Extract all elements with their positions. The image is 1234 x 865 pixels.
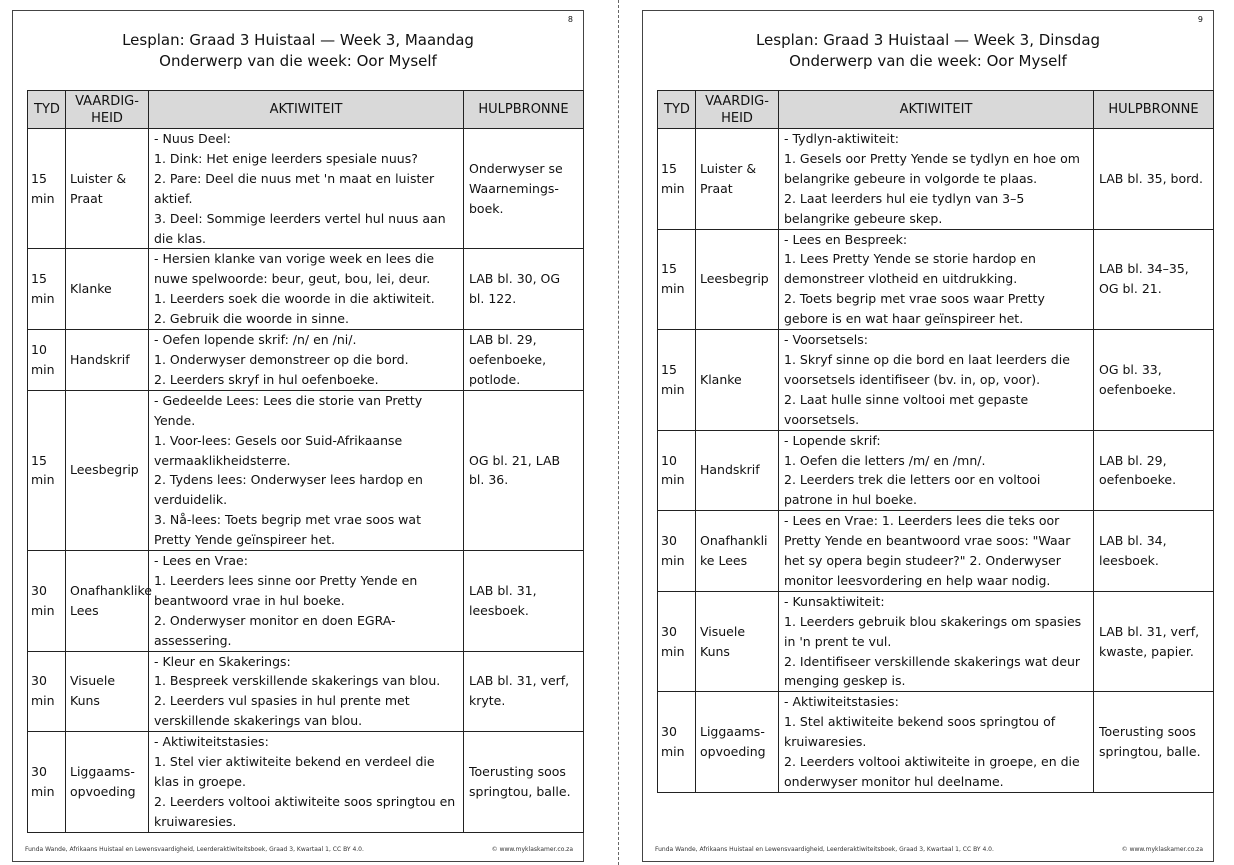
activity-line: 1. Lees Pretty Yende se storie hardop en demonstreer vlotheid en uitdrukking. [784,251,1036,287]
lesson-page-monday [12,10,584,862]
activity-line: - Oefen lopende skrif: /n/ en /ni/. [154,332,357,348]
resources-cell: OG bl. 33, oefenboeke. [1094,330,1214,431]
page-title: Lesplan: Graad 3 Huistaal — Week 3, Dinsdag [755,31,1101,49]
time-cell: 15 min [28,249,66,330]
lesson-plan-table [27,90,584,833]
activity-line: - Aktiwiteitstasies: [154,734,269,750]
resources-cell: LAB bl. 35, bord. [1094,129,1214,230]
table-body [28,129,584,833]
time-cell: 30 min [658,591,696,692]
activity-line: 2. Leerders vul spasies in hul prente met verskillende skakerings van blou. [154,693,410,729]
table-header-row [28,91,584,129]
skill-cell: Onafhankli ke Lees [696,511,779,592]
activity-line: 2. Pare: Deel die nuus met 'n maat en luister aktief. [154,170,435,206]
activity-line: - Lees en Vrae: [154,553,248,569]
activity-cell [149,390,464,550]
header-resources: HULPBRONNE [1094,91,1214,129]
footer-website: © www.myklaskamer.co.za [491,846,573,853]
activity-line: - Kunsaktiwiteit: [784,593,885,609]
skill-cell: Klanke [66,249,149,330]
skill-cell: Liggaams-opvoeding [66,732,149,833]
table-row [28,390,584,550]
activity-line: 2. Leerders voltooi aktiwiteite in groepe, en die onderwyser monitor hul deelname. [784,754,1080,789]
activity-cell [149,651,464,732]
activity-line: 1. Leerders lees sinne oor Pretty Yende en beantwoord vrae in hul boeke. [154,572,418,608]
activity-cell [779,511,1094,592]
resources-cell: OG bl. 21, LAB bl. 36. [464,390,584,550]
resources-cell: LAB bl. 30, OG bl. 122. [464,249,584,330]
activity-line: - Voorsetsels: [784,332,869,348]
activity-cell [779,129,1094,230]
resources-cell: LAB bl. 34–35, OG bl. 21. [1094,229,1214,330]
activity-line: 2. Leerders trek die letters oor en voltooi patrone in hul boeke. [784,472,1041,508]
activity-line: 1. Stel aktiwiteite bekend soos springtou of kruiwaresies. [784,714,1056,750]
time-cell: 10 min [28,330,66,391]
table-row [28,129,584,249]
activity-line: - Nuus Deel: [154,131,231,146]
table-row [28,732,584,833]
lesson-page-tuesday [642,10,1214,862]
page-title-block [13,30,583,72]
resources-cell: Toerusting soos springtou, balle. [1094,692,1214,793]
activity-line: 2. Laat hulle sinne voltooi met gepaste voorsetsels. [784,391,1029,427]
time-cell: 15 min [28,129,66,249]
page-footer [655,846,1203,853]
resources-cell: LAB bl. 29, oefenboeke, potlode. [464,330,584,391]
activity-cell [149,551,464,652]
table-row [658,229,1214,330]
activity-line: 2. Leerders skryf in hul oefenboeke. [154,371,379,387]
time-cell: 30 min [28,551,66,652]
time-cell: 15 min [658,330,696,431]
activity-line: 1. Leerders soek die woorde in die aktiwiteit. [154,291,435,307]
activity-line: 1. Bespreek verskillende skakerings van blou. [154,673,441,689]
activity-cell [779,330,1094,431]
page-footer [25,846,573,853]
time-cell: 30 min [658,692,696,793]
page-title-block [643,30,1213,72]
skill-cell: Klanke [696,330,779,431]
activity-cell [779,692,1094,793]
activity-line: - Lees en Bespreek: [784,231,908,247]
activity-line: 2. Toets begrip met vrae soos waar Pretty gebore is en wat haar geïnspireer het. [784,291,1045,327]
activity-line: 2. Laat leerders hul eie tydlyn van 3–5 belangrike gebeure skep. [784,190,1025,226]
activity-line: 3. Deel: Sommige leerders vertel hul nuus aan die klas. [154,210,446,246]
activity-line: 2. Tydens lees: Onderwyser lees hardop en verduidelik. [154,472,423,508]
page-subtitle: Onderwerp van die week: Oor Myself [159,52,437,70]
skill-cell: Leesbegrip [696,229,779,330]
activity-line: 1. Voor-lees: Gesels oor Suid-Afrikaanse vermaaklikheidsterre. [154,432,403,468]
activity-line: 1. Leerders gebruik blou skakerings om spasies in 'n prent te vul. [784,613,1082,649]
time-cell: 30 min [658,511,696,592]
skill-cell: Leesbegrip [66,390,149,550]
activity-cell [149,129,464,249]
activity-line: - Lees en Vrae: 1. Leerders lees die teks oor Pretty Yende en beantwoord vrae soos: "Waar het sy opera begin studeer?" 2. Onderwyser monitor leesvordering en help waar nodig. [784,513,1071,588]
time-cell: 30 min [28,651,66,732]
activity-cell [149,249,464,330]
skill-cell: Onafhanklike Lees [66,551,149,652]
page-number: 9 [1197,15,1203,24]
activity-cell [149,732,464,833]
activity-line: 3. Nå-lees: Toets begrip met vrae soos wat Pretty Yende geïnspireer het. [154,512,421,548]
activity-cell [779,430,1094,511]
activity-line: 2. Identifiseer verskillende skakerings wat deur menging geskep is. [784,653,1081,689]
resources-cell: LAB bl. 31, leesboek. [464,551,584,652]
table-row [658,330,1214,431]
resources-cell: LAB bl. 31, verf, kwaste, papier. [1094,591,1214,692]
activity-line: 1. Skryf sinne op die bord en laat leerders die voorsetsels identifiseer (bv. in, op, voor). [784,351,1070,387]
footer-credit: Funda Wande, Afrikaans Huistaal en Lewensvaardigheid, Leerderaktiwiteitsboek, Graad 3, Kwartaal 1, CC BY 4.0. [25,846,364,853]
page-divider [618,0,619,865]
skill-cell: Visuele Kuns [66,651,149,732]
activity-line: 1. Oefen die letters /m/ en /mn/. [784,452,986,468]
header-activity: AKTIWITEIT [149,91,464,129]
header-skill: VAARDIG-HEID [696,91,779,129]
activity-line: 1. Onderwyser demonstreer op die bord. [154,351,409,367]
table-row [28,551,584,652]
skill-cell: Luister & Praat [66,129,149,249]
activity-line: - Hersien klanke van vorige week en lees die nuwe spelwoorde: beur, geut, bou, lei, deur. [154,251,435,287]
activity-line: 2. Gebruik die woorde in sinne. [154,311,349,327]
resources-cell: LAB bl. 34, leesboek. [1094,511,1214,592]
skill-cell: Handskrif [66,330,149,391]
resources-cell: Onderwyser se Waarnemings-boek. [464,129,584,249]
table-row [658,591,1214,692]
resources-cell: LAB bl. 31, verf, kryte. [464,651,584,732]
activity-line: - Kleur en Skakerings: [154,653,291,669]
time-cell: 10 min [658,430,696,511]
resources-cell: LAB bl. 29, oefenboeke. [1094,430,1214,511]
table-row [658,511,1214,592]
header-skill: VAARDIG-HEID [66,91,149,129]
time-cell: 15 min [28,390,66,550]
activity-line: 1. Gesels oor Pretty Yende se tydlyn en hoe om belangrike gebeure in volgorde te plaas. [784,150,1080,186]
table-header-row [658,91,1214,129]
activity-line: 1. Dink: Het enige leerders spesiale nuus? [154,150,418,166]
table-row [658,129,1214,230]
skill-cell: Visuele Kuns [696,591,779,692]
activity-line: - Lopende skrif: [784,432,881,448]
table-body [658,129,1214,793]
page-title: Lesplan: Graad 3 Huistaal — Week 3, Maandag [122,31,474,49]
header-time: TYD [658,91,696,129]
skill-cell: Luister & Praat [696,129,779,230]
time-cell: 15 min [658,129,696,230]
table-row [28,330,584,391]
activity-line: 2. Onderwyser monitor en doen EGRA-assessering. [154,612,396,648]
page-number: 8 [567,15,573,24]
header-time: TYD [28,91,66,129]
lesson-plan-table [657,90,1214,793]
footer-website: © www.myklaskamer.co.za [1121,846,1203,853]
resources-cell: Toerusting soos springtou, balle. [464,732,584,833]
header-resources: HULPBRONNE [464,91,584,129]
activity-cell [779,229,1094,330]
header-activity: AKTIWITEIT [779,91,1094,129]
activity-cell [779,591,1094,692]
skill-cell: Handskrif [696,430,779,511]
activity-line: - Tydlyn-aktiwiteit: [784,131,899,146]
activity-line: 2. Leerders voltooi aktiwiteite soos springtou en kruiwaresies. [154,793,456,829]
activity-cell [149,330,464,391]
time-cell: 30 min [28,732,66,833]
table-row [658,692,1214,793]
activity-line: - Gedeelde Lees: Lees die storie van Pretty Yende. [154,392,423,428]
time-cell: 15 min [658,229,696,330]
table-row [658,430,1214,511]
skill-cell: Liggaams-opvoeding [696,692,779,793]
table-row [28,249,584,330]
table-row [28,651,584,732]
activity-line: 1. Stel vier aktiwiteite bekend en verdeel die klas in groepe. [154,754,435,789]
activity-line: - Aktiwiteitstasies: [784,694,899,710]
footer-credit: Funda Wande, Afrikaans Huistaal en Lewensvaardigheid, Leerderaktiwiteitsboek, Graad 3, Kwartaal 1, CC BY 4.0. [655,846,994,853]
page-subtitle: Onderwerp van die week: Oor Myself [789,52,1067,70]
